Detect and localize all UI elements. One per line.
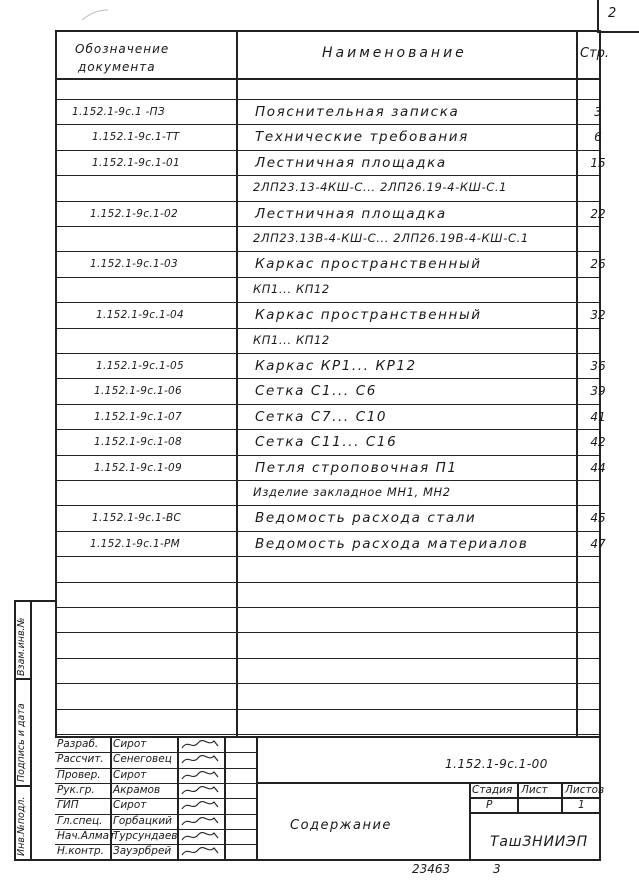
row-code: 1.152.1-9с.1-01	[92, 156, 180, 169]
row-divider	[55, 251, 601, 252]
signature-mark	[178, 737, 224, 752]
header-page: Стр.	[580, 46, 610, 61]
scan-mark	[80, 8, 110, 22]
row-name: Сетка С1... С6	[255, 383, 377, 400]
row-name: КП1... КП12	[253, 281, 330, 296]
row-divider	[55, 734, 601, 735]
row-name: Технические требования	[255, 129, 469, 146]
signature-mark	[178, 844, 224, 859]
row-divider	[55, 404, 601, 405]
row-code: 1.152.1-9с.1-07	[94, 410, 182, 423]
row-divider	[55, 531, 601, 532]
row-divider	[55, 683, 601, 684]
stamp-stage-label: Стадия	[472, 784, 513, 796]
row-name: Сетка С7... С10	[255, 408, 388, 425]
stamp-stage-value: Р	[486, 799, 493, 811]
row-divider	[55, 455, 601, 456]
stamp-role: Разраб.	[57, 738, 99, 750]
stamp-title: Содержание	[290, 818, 392, 833]
signature-mark	[178, 783, 224, 798]
row-page: 39	[590, 384, 606, 399]
header-designation-line1: Обозначение	[75, 42, 170, 56]
stamp-organization: ТашЗНИИЭП	[490, 834, 588, 850]
row-page: 6	[594, 130, 602, 145]
row-page: 44	[590, 460, 606, 475]
row-code: 1.152.1-9с.1-09	[94, 461, 182, 474]
row-divider	[55, 328, 601, 329]
stamp-divider	[55, 798, 257, 799]
row-divider	[55, 632, 601, 633]
row-name: Ведомость расхода материалов	[255, 535, 529, 552]
stamp-role: Нач.Алмат	[57, 829, 116, 842]
signature-mark	[178, 814, 224, 829]
row-code: 1.152.1-9с.1-08	[94, 436, 182, 449]
row-page: 42	[590, 435, 606, 450]
row-name: Каркас пространственный	[255, 256, 482, 273]
row-divider	[55, 556, 601, 557]
row-divider	[55, 277, 601, 278]
stamp-person: Турсундаев	[113, 829, 178, 842]
row-page: 36	[590, 359, 606, 373]
row-divider	[55, 582, 601, 583]
row-divider	[55, 505, 601, 506]
row-code: 1.152.1-9с.1-ВС	[92, 512, 182, 525]
row-page: 32	[590, 308, 606, 323]
row-divider	[55, 607, 601, 608]
row-code: 1.152.1-9с.1-03	[90, 258, 178, 271]
row-name: Каркас КР1... КР12	[255, 358, 417, 374]
stamp-person: Зауэрбрей	[113, 845, 172, 858]
stamp-person: Сирот	[113, 768, 147, 781]
row-code: 1.152.1-9с.1-02	[90, 207, 178, 220]
header-designation-line2: документа	[78, 60, 156, 74]
row-page: 15	[590, 155, 606, 170]
stamp-role: ГИП	[57, 799, 79, 812]
row-divider	[55, 150, 601, 151]
row-divider	[55, 175, 601, 176]
stamp-role: Н.контр.	[57, 845, 104, 858]
row-code: 1.152.1-9с.1 -ПЗ	[72, 106, 165, 118]
stamp-role: Рук.гр.	[57, 783, 95, 796]
stamp-role: Провер.	[57, 768, 101, 781]
row-name: 2ЛП23.13-4КШ-С... 2ЛП26.19-4-КШ-С.1	[253, 180, 508, 195]
row-code: 1.152.1-9с.1-06	[94, 385, 182, 398]
row-name: Лестничная площадка	[255, 154, 447, 171]
signature-mark	[178, 752, 224, 767]
row-page: 47	[590, 536, 606, 551]
stamp-person: Сирот	[113, 799, 147, 812]
stamp-designation: 1.152.1-9с.1-00	[445, 757, 548, 771]
row-page: 26	[590, 257, 606, 272]
row-divider	[55, 353, 601, 354]
row-name: Пояснительная записка	[255, 104, 460, 120]
stamp-role: Гл.спец.	[57, 814, 103, 827]
signature-mark	[178, 829, 224, 844]
row-name: КП1... КП12	[253, 332, 330, 347]
row-name: Каркас пространственный	[255, 307, 482, 324]
stamp-role: Рассчит.	[57, 753, 104, 766]
row-code: 1.152.1-9с.1-05	[96, 360, 184, 372]
archive-number: 23463	[412, 862, 451, 876]
row-divider	[55, 709, 601, 710]
row-divider	[55, 124, 601, 125]
row-name: Сетка С11... С16	[255, 434, 398, 451]
row-name: Лестничная площадка	[255, 205, 447, 222]
row-divider	[55, 302, 601, 303]
side-label-vzam-inv: Взам.инв.№	[16, 617, 27, 676]
row-page: 45	[590, 511, 606, 526]
header-name: Наименование	[322, 45, 467, 61]
row-page: 3	[594, 105, 602, 119]
row-divider	[55, 226, 601, 227]
stamp-sheet-label: Лист	[521, 784, 548, 796]
row-code: 1.152.1-9с.1-04	[96, 309, 184, 322]
stamp-person: Сирот	[113, 738, 147, 750]
signature-mark	[178, 768, 224, 783]
row-divider	[55, 201, 601, 202]
row-divider	[55, 378, 601, 379]
stamp-sheets-label: Листов	[565, 784, 605, 796]
page-number: 3	[493, 862, 501, 876]
stamp-person: Горбацкий	[113, 814, 172, 827]
row-page: 22	[590, 206, 606, 221]
sheet-number: 2	[608, 6, 617, 21]
row-divider	[55, 99, 601, 100]
stamp-person: Акрамов	[113, 783, 161, 796]
side-label-inv-orig: Инв.№подл.	[16, 796, 27, 856]
signature-mark	[178, 798, 224, 813]
row-divider	[55, 658, 601, 659]
row-divider	[55, 429, 601, 430]
row-name: Ведомость расхода стали	[255, 510, 477, 527]
side-label-sign-date: Подпись и дата	[16, 703, 27, 782]
stamp-person: Сенеговец	[113, 753, 172, 766]
row-name: 2ЛП23.13В-4-КШ-С... 2ЛП26.19В-4-КШ-С.1	[253, 231, 529, 245]
stamp-sheets-value: 1	[578, 799, 585, 811]
row-code: 1.152.1-9с.1-ТТ	[92, 131, 180, 144]
row-page: 41	[590, 409, 606, 424]
row-divider	[55, 480, 601, 481]
row-code: 1.152.1-9с.1-РМ	[90, 537, 181, 550]
row-name: Изделие закладное МН1, МН2	[253, 485, 451, 499]
row-name: Петля строповочная П1	[255, 459, 458, 476]
